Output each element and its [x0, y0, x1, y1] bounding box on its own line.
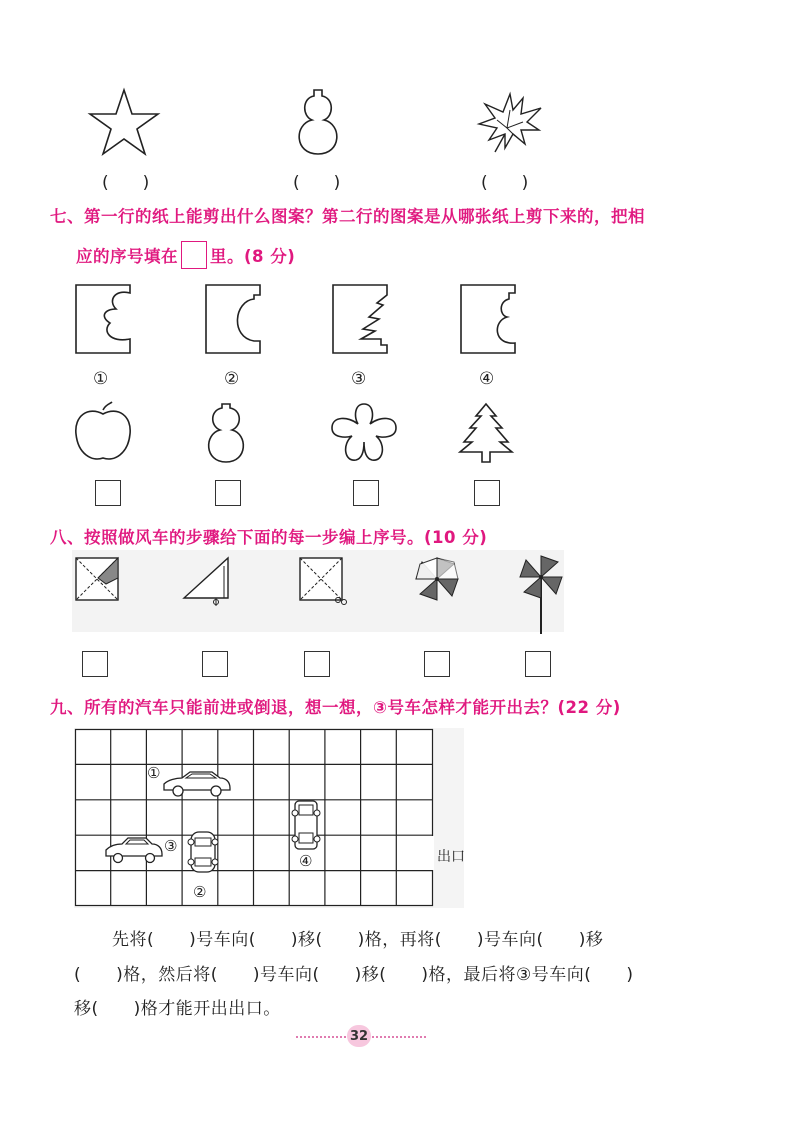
car-1 [160, 768, 232, 798]
paper-label-4: ④ [479, 369, 495, 389]
answer-paren-3[interactable]: ( ) [481, 173, 529, 193]
car-4-label: ④ [299, 852, 313, 870]
q7-sample-box [181, 241, 207, 269]
step-triangle-cut [180, 556, 236, 608]
answer-box-flower[interactable] [353, 480, 379, 506]
step-box-4[interactable] [424, 651, 450, 677]
step-pinwheel-folded [414, 556, 460, 602]
step-fold-square [74, 556, 120, 602]
q8-title: 八、按照做风车的步骤给下面的每一步编上序号。(10 分) [50, 528, 488, 547]
answer-box-tree[interactable] [474, 480, 500, 506]
page-number-dots-right [372, 1036, 426, 1038]
exit-label: 出口 [437, 849, 465, 865]
page-number-dots-left [296, 1036, 346, 1038]
paper-4-gourd-cut [459, 283, 517, 355]
car-3-label: ③ [164, 837, 178, 855]
paper-3-tree-cut [331, 283, 389, 355]
q9-fill-line1: 先将( )号车向( )移( )格，再将( )号车向( )移 [112, 930, 604, 950]
step-box-3[interactable] [304, 651, 330, 677]
q9-fill-line2: ( )格，然后将( )号车向( )移( )格，最后将③号车向( ) [74, 965, 634, 985]
step-square-cut [298, 556, 350, 608]
parking-grid [75, 729, 433, 906]
paper-2-semicircle-cut [204, 283, 262, 355]
q7-title-line1: 七、第一行的纸上能剪出什么图案？第二行的图案是从哪张纸上剪下来的，把相 [50, 207, 645, 226]
page-number-badge [347, 1025, 371, 1047]
q7-line2-before: 应的序号填在 [76, 247, 178, 266]
car-4 [291, 799, 321, 853]
paper-label-1: ① [93, 369, 109, 389]
q9-title: 九、所有的汽车只能前进或倒退，想一想，③号车怎样才能开出去？(22 分) [50, 698, 621, 717]
apple-shape [72, 402, 134, 464]
paper-1-flower-cut [74, 283, 132, 355]
answer-paren-2[interactable]: ( ) [293, 173, 341, 193]
paper-label-2: ② [224, 369, 240, 389]
star-shape [88, 88, 160, 156]
paper-label-3: ③ [351, 369, 367, 389]
car-3 [104, 836, 164, 866]
answer-paren-1[interactable]: ( ) [102, 173, 150, 193]
answer-box-apple[interactable] [95, 480, 121, 506]
page-number: 32 [349, 1028, 369, 1044]
step-pinwheel-finished [518, 554, 564, 636]
q7-title-line2 [76, 241, 295, 269]
flower-shape [326, 400, 402, 466]
step-box-2[interactable] [202, 651, 228, 677]
pine-tree-shape [458, 402, 514, 464]
answer-box-gourd[interactable] [215, 480, 241, 506]
car-2 [187, 830, 219, 876]
q7-line2-after: 里。(8 分) [210, 247, 296, 266]
q9-fill-line3: 移( )格才能开出出口。 [74, 999, 281, 1019]
maple-leaf-shape [475, 90, 545, 156]
gourd-shape [290, 88, 346, 156]
step-box-1[interactable] [82, 651, 108, 677]
car-2-label: ② [193, 883, 207, 901]
step-box-5[interactable] [525, 651, 551, 677]
car-1-label: ① [147, 764, 161, 782]
gourd-cutout-shape [202, 402, 250, 464]
